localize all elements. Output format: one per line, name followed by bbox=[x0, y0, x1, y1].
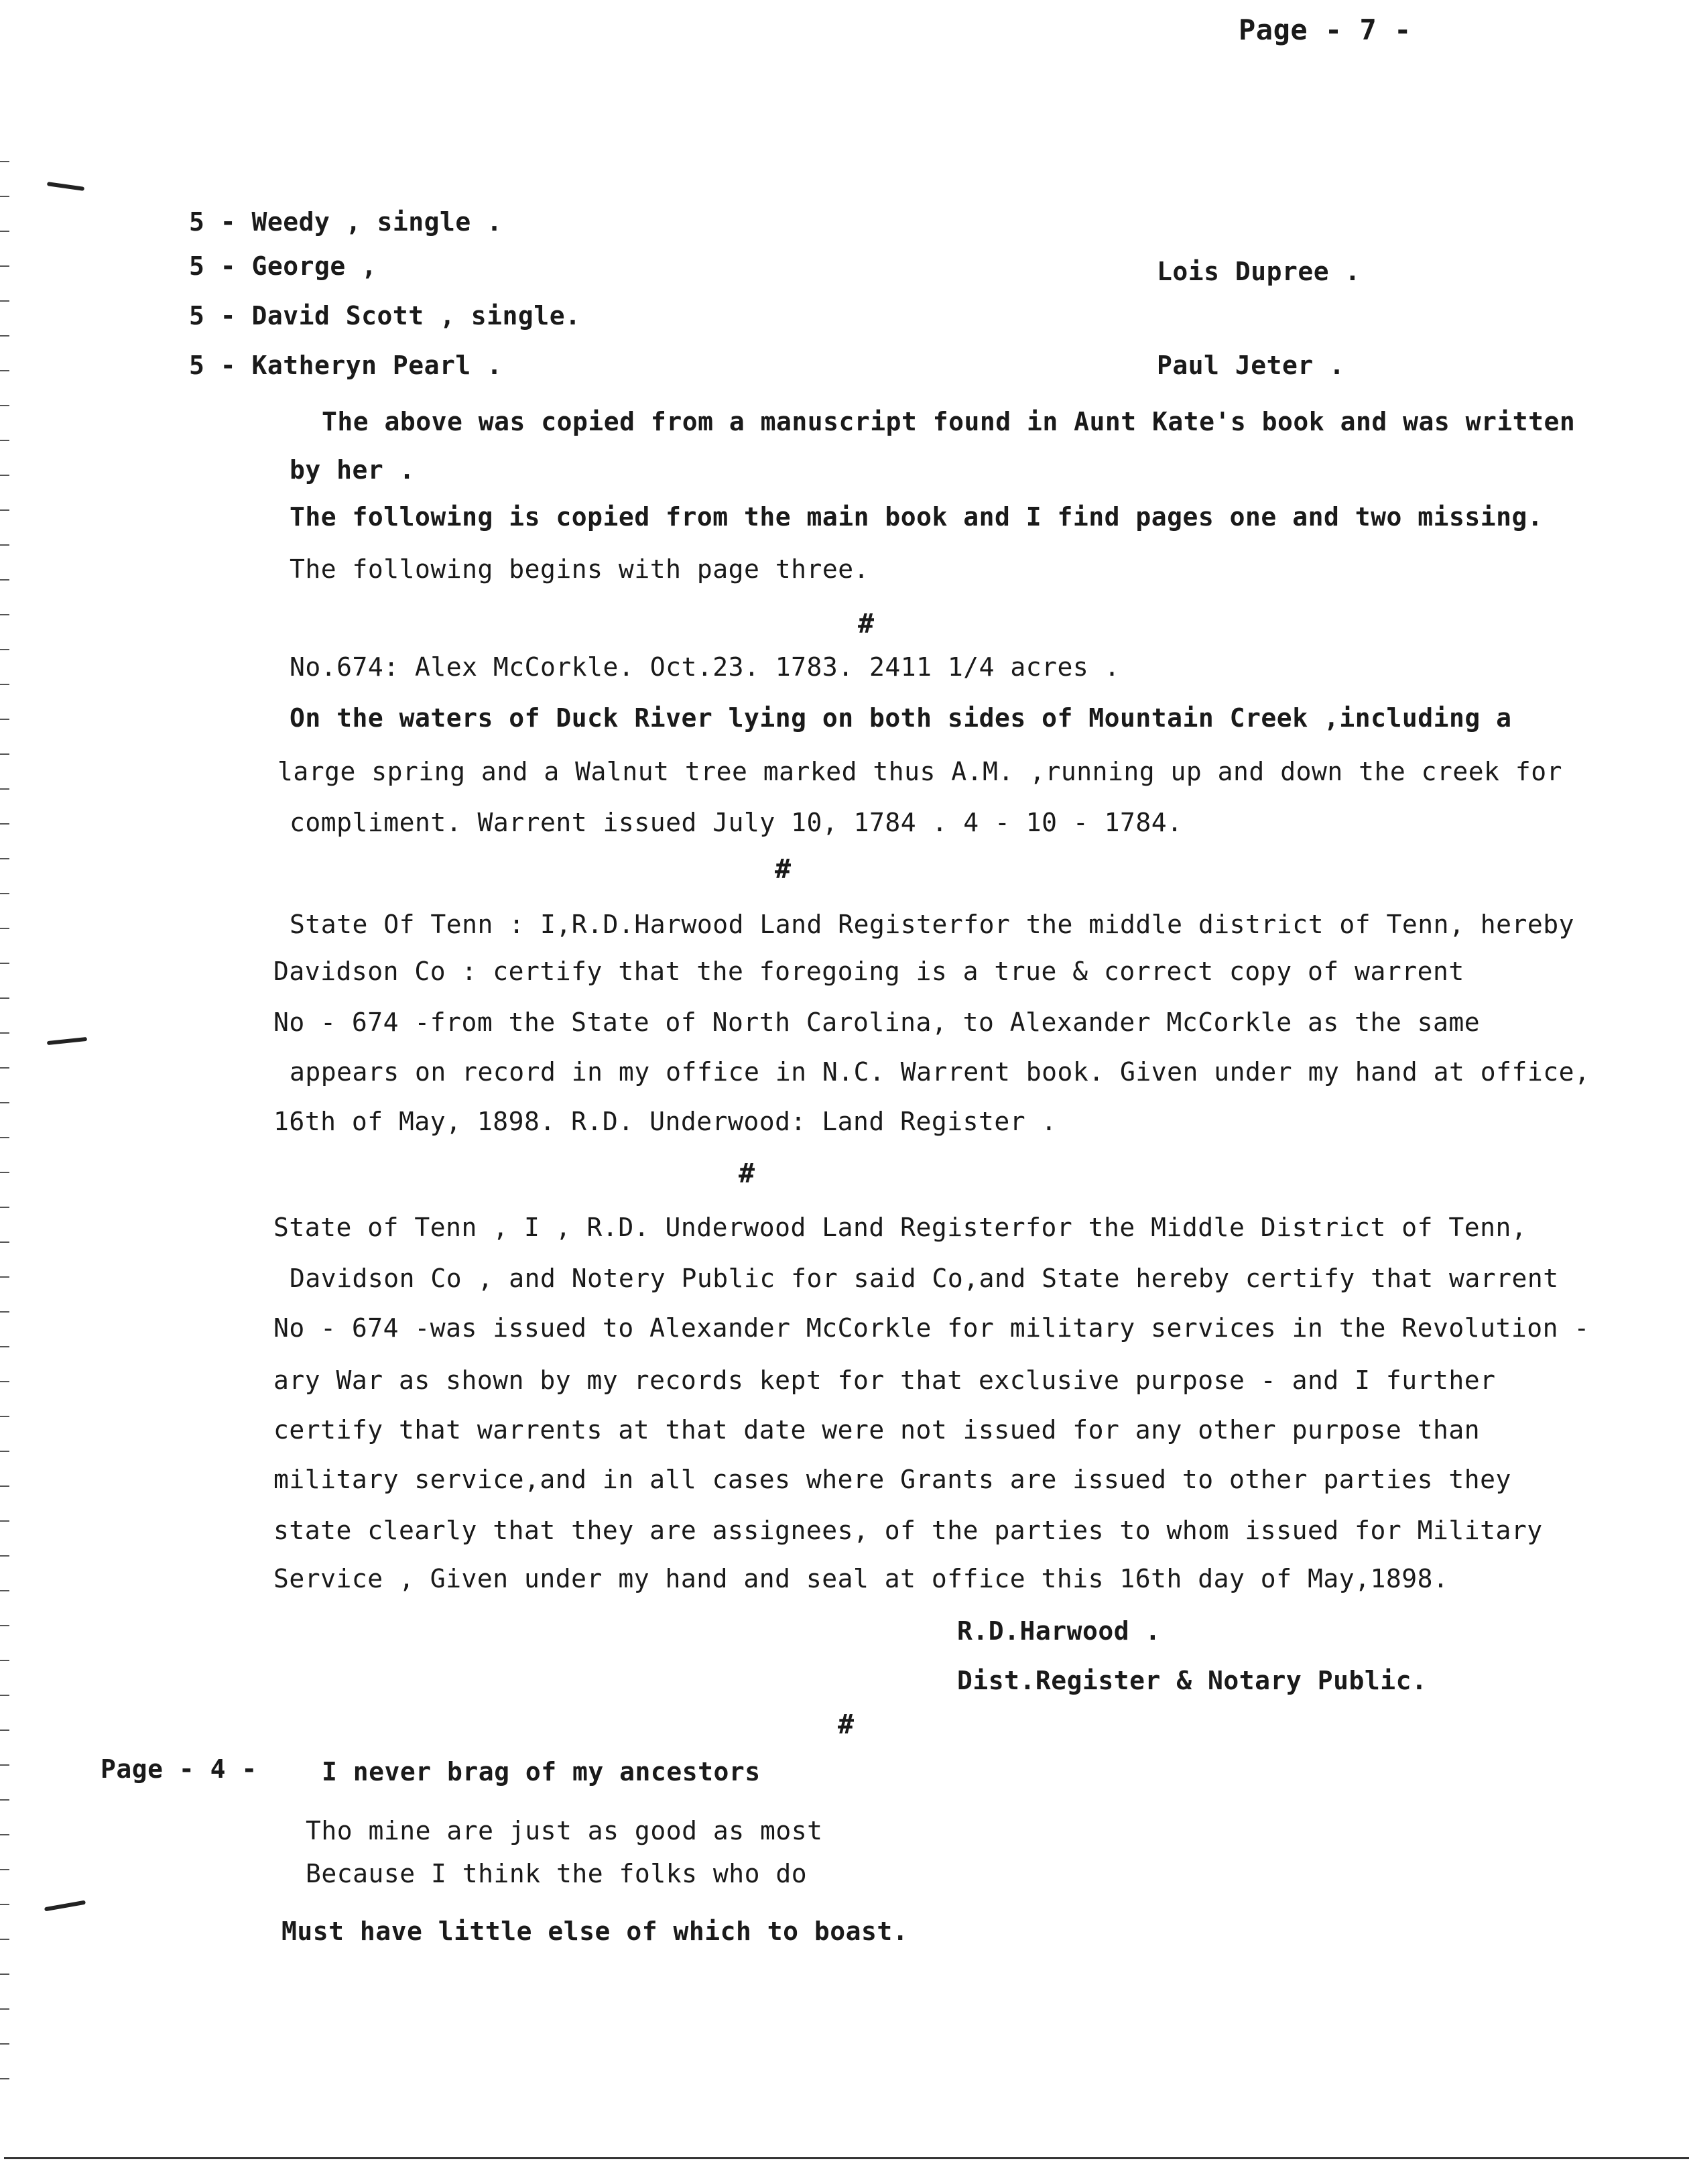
certificate-line: Service , Given under my hand and seal at office this 16th day of May,1898. bbox=[273, 1564, 1449, 1593]
note-line: The following is copied from the main book and I find pages one and two missing. bbox=[290, 502, 1544, 532]
warrant-line: large spring and a Walnut tree marked thus A.M. ,running up and down the creek for bbox=[277, 757, 1562, 786]
signature-title: Dist.Register & Notary Public. bbox=[957, 1666, 1428, 1695]
warrant-line: On the waters of Duck River lying on both sides of Mountain Creek ,including a bbox=[290, 703, 1512, 733]
certificate-line: certify that warrents at that date were not issued for any other purpose than bbox=[273, 1415, 1481, 1445]
certificate-line: ary War as shown by my records kept for that exclusive purpose - and I further bbox=[273, 1366, 1496, 1395]
warrant-line: No.674: Alex McCorkle. Oct.23. 1783. 2411 1/4 acres . bbox=[290, 652, 1121, 682]
certificate-line: 16th of May, 1898. R.D. Underwood: Land Register . bbox=[273, 1107, 1057, 1136]
certificate-line: Davidson Co : certify that the foregoing is a true & correct copy of warrent bbox=[273, 957, 1464, 986]
list-item: 5 - George , bbox=[189, 251, 377, 281]
certificate-line: State Of Tenn : I,R.D.Harwood Land Registerfor the middle district of Tenn, hereby bbox=[290, 910, 1574, 939]
spouse-name: Paul Jeter . bbox=[1157, 351, 1345, 380]
section-separator: # bbox=[858, 609, 875, 640]
section-separator: # bbox=[739, 1158, 755, 1189]
margin-ticks bbox=[0, 161, 11, 2105]
poem-line: Must have little else of which to boast. bbox=[281, 1917, 909, 1946]
margin-scratch-mark bbox=[44, 1900, 86, 1912]
margin-scratch-mark bbox=[47, 1037, 87, 1045]
note-line: The following begins with page three. bbox=[290, 554, 869, 584]
poem-page-label: Page - 4 - bbox=[101, 1754, 257, 1784]
list-item: 5 - Katheryn Pearl . bbox=[189, 351, 503, 380]
spouse-name: Lois Dupree . bbox=[1157, 257, 1361, 286]
section-separator: # bbox=[775, 854, 792, 885]
certificate-line: State of Tenn , I , R.D. Underwood Land Registerfor the Middle District of Tenn, bbox=[273, 1213, 1527, 1242]
margin-scratch-mark bbox=[47, 182, 84, 191]
certificate-line: appears on record in my office in N.C. Warrent book. Given under my hand at office, bbox=[290, 1057, 1590, 1087]
signature-name: R.D.Harwood . bbox=[957, 1616, 1161, 1646]
list-item: 5 - David Scott , single. bbox=[189, 301, 581, 330]
section-separator: # bbox=[838, 1709, 855, 1740]
certificate-line: military service,and in all cases where Grants are issued to other parties they bbox=[273, 1465, 1511, 1494]
certificate-line: Davidson Co , and Notery Public for said Co,and State hereby certify that warrent bbox=[290, 1264, 1559, 1293]
certificate-line: No - 674 -was issued to Alexander McCorkle for military services in the Revolution - bbox=[273, 1313, 1590, 1343]
list-item: 5 - Weedy , single . bbox=[189, 207, 503, 237]
certificate-line: state clearly that they are assignees, of the parties to whom issued for Military bbox=[273, 1516, 1543, 1545]
certificate-line: No - 674 -from the State of North Carolina, to Alexander McCorkle as the same bbox=[273, 1008, 1481, 1037]
poem-line: Tho mine are just as good as most bbox=[306, 1816, 823, 1845]
note-line: by her . bbox=[290, 455, 416, 485]
poem-line: I never brag of my ancestors bbox=[322, 1757, 761, 1786]
bottom-edge-line bbox=[4, 2157, 1689, 2159]
page-number: Page - 7 - bbox=[1239, 13, 1412, 46]
warrant-line: compliment. Warrent issued July 10, 1784 . 4 - 10 - 1784. bbox=[290, 808, 1183, 837]
poem-line: Because I think the folks who do bbox=[306, 1859, 808, 1888]
note-line: The above was copied from a manuscript found in Aunt Kate's book and was written bbox=[322, 407, 1576, 436]
